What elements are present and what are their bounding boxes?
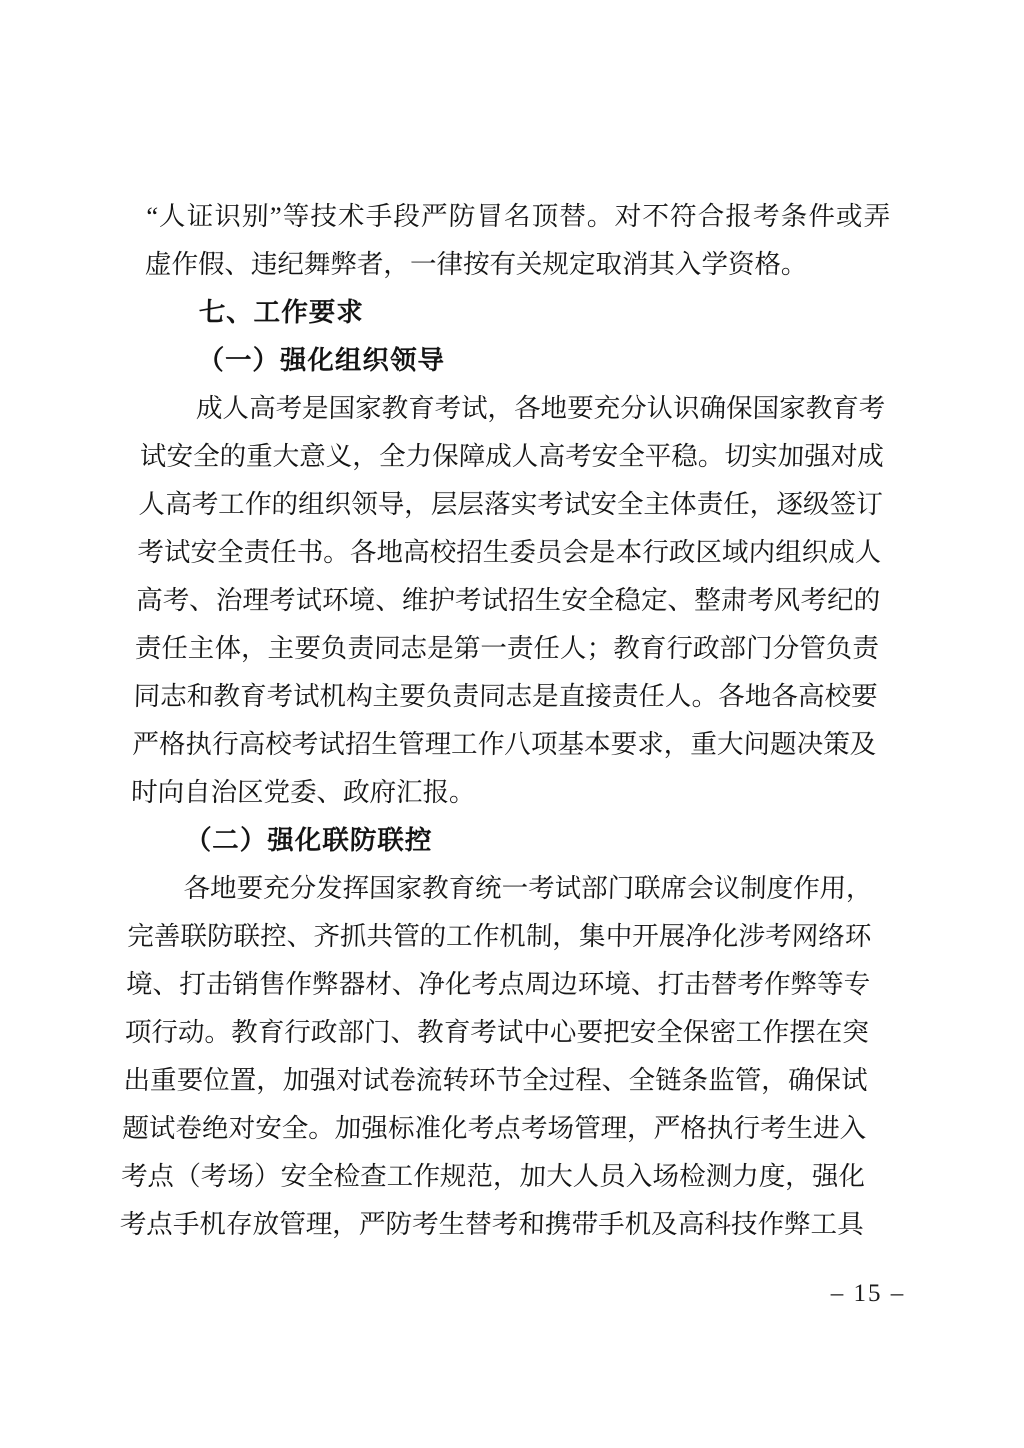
text-line: 虚作假、违纪舞弊者，一律按有关规定取消其入学资格。 bbox=[144, 249, 808, 279]
heading-line: （一）强化组织领导 bbox=[197, 345, 446, 375]
text-line: “人证识别”等技术手段严防冒名顶替。对不符合报考条件或弄 bbox=[145, 201, 891, 231]
text-line: 责任主体，主要负责同志是第一责任人；教育行政部门分管负责 bbox=[134, 633, 880, 663]
text-line: 人高考工作的组织领导，层层落实考试安全主体责任，逐级签订 bbox=[138, 489, 884, 519]
text-line: 项行动。教育行政部门、教育考试中心要把安全保密工作摆在突 bbox=[124, 1017, 870, 1047]
text-line: 考点（考场）安全检查工作规范，加大人员入场检测力度，强化 bbox=[120, 1161, 866, 1191]
text-line: 境、打击销售作弊器材、净化考点周边环境、打击替考作弊等专 bbox=[125, 969, 871, 999]
text-line: 考点手机存放管理，严防考生替考和携带手机及高科技作弊工具 bbox=[119, 1209, 865, 1239]
heading-line: 七、工作要求 bbox=[198, 297, 365, 327]
text-line: 出重要位置，加强对试卷流转环节全过程、全链条监管，确保试 bbox=[123, 1065, 868, 1095]
text-line: 考试安全责任书。各地高校招生委员会是本行政区域内组织成人 bbox=[137, 537, 882, 567]
text-line: 时向自治区党委、政府汇报。 bbox=[130, 777, 477, 807]
text-line: 严格执行高校考试招生管理工作八项基本要求，重大问题决策及 bbox=[131, 729, 877, 759]
page-number: – 15 – bbox=[830, 1280, 906, 1307]
text-line: 高考、治理考试环境、维护考试招生安全稳定、整肃考风考纪的 bbox=[135, 585, 881, 615]
heading-line: （二）强化联防联控 bbox=[184, 825, 433, 855]
text-line: 题试卷绝对安全。加强标准化考点考场管理，严格执行考生进入 bbox=[121, 1113, 867, 1143]
text-line: 各地要充分发挥国家教育统一考试部门联席会议制度作用， bbox=[183, 873, 873, 903]
text-line: 成人高考是国家教育考试，各地要充分认识确保国家教育考 bbox=[195, 393, 886, 423]
text-block bbox=[119, 192, 891, 1248]
text-line: 同志和教育考试机构主要负责同志是直接责任人。各地各高校要 bbox=[133, 681, 879, 711]
text-line: 完善联防联控、齐抓共管的工作机制，集中开展净化涉考网络环 bbox=[126, 921, 872, 951]
text-line: 试安全的重大意义，全力保障成人高考安全平稳。切实加强对成 bbox=[139, 441, 885, 471]
